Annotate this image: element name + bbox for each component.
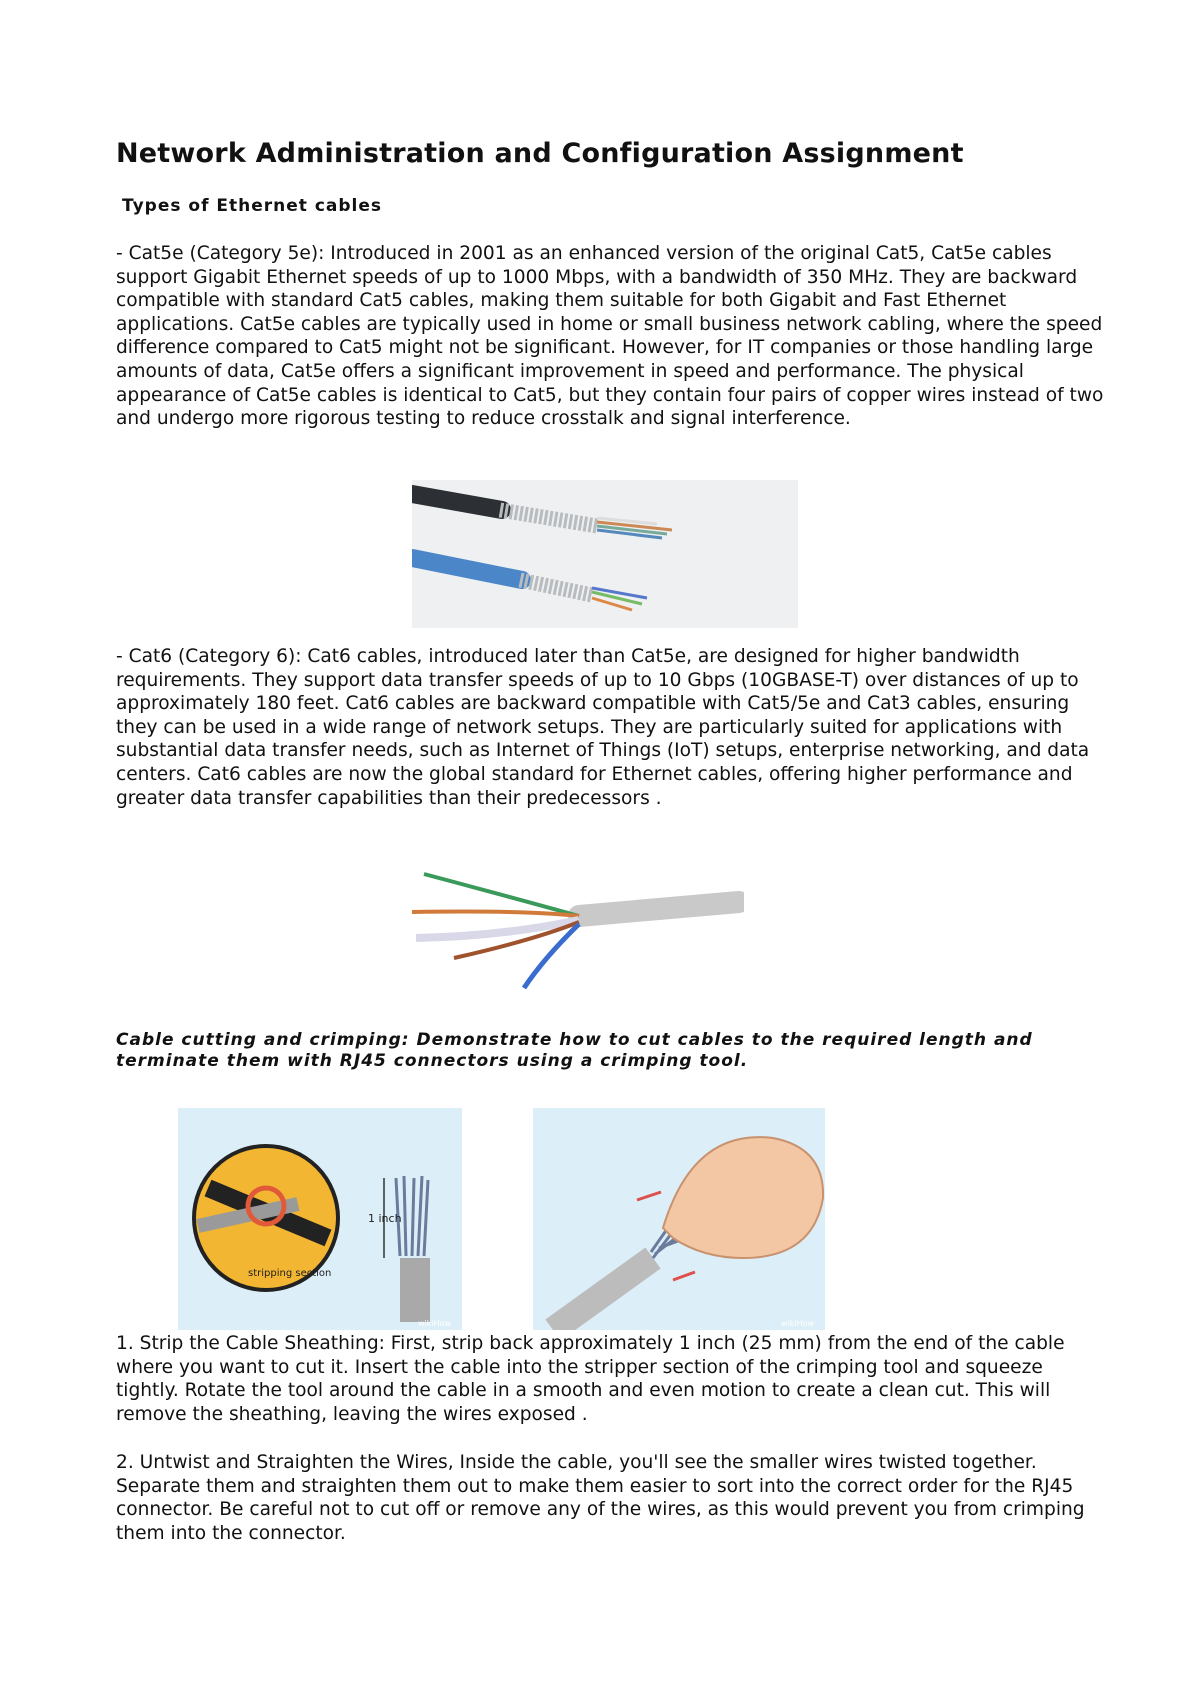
step-2-paragraph: 2. Untwist and Straighten the Wires, Inside the cable, you'll see the smaller wires twisted together. Separate them and straighten them out to make them easier to sort into the correct order for the RJ45 connector. Be careful not to cut off or remove any of the wires, as this would prevent you from crimping them into the connector. <box>116 1452 1085 1544</box>
stripping-section-label: stripping section <box>248 1268 332 1279</box>
document-title: Network Administration and Configuration Assignment <box>116 138 964 169</box>
cat5e-cable-image <box>412 480 798 628</box>
crimping-heading: Cable cutting and crimping: Demonstrate how to cut cables to the required length and terminate them with RJ45 connectors using a crimping tool. <box>116 1030 1033 1071</box>
cat5e-paragraph: - Cat5e (Category 5e): Introduced in 2001 as an enhanced version of the original Cat5, Cat5e cables support Gigabit Ethernet speeds of up to 1000 Mbps, with a bandwidth of 350 MHz. They are backward compatible with standard Cat5 cables, making them suitable for both Gigabit and Fast Ethernet applications. Cat5e cables are typically used in home or small business network cabling, where the speed difference compared to Cat5 might not be significant. However, for IT companies or those handling large amounts of data, Cat5e offers a significant improvement in speed and performance. The physical appearance of Cat5e cables is identical to Cat5, but they contain four pairs of copper wires instead of two and undergo more rigorous testing to reduce crosstalk and signal interference. <box>116 243 1104 430</box>
cat6-cable-image <box>404 868 744 1000</box>
section-heading: Types of Ethernet cables <box>122 196 383 216</box>
watermark-right: wikiHow <box>781 1319 815 1328</box>
watermark-left: wikiHow <box>418 1319 452 1328</box>
step-1-paragraph: 1. Strip the Cable Sheathing: First, strip back approximately 1 inch (25 mm) from the end of the cable where you want to cut it. Insert the cable into the stripper section of the crimping tool and squeeze tightly. Rotate the tool around the cable in a smooth and even motion to create a clean cut. This will remove the sheathing, leaving the wires exposed . <box>116 1333 1065 1425</box>
stripping-illustration <box>178 1108 462 1330</box>
one-inch-label: 1 inch <box>368 1212 402 1225</box>
cat6-paragraph: - Cat6 (Category 6): Cat6 cables, introduced later than Cat5e, are designed for higher bandwidth requirements. They support data transfer speeds of up to 10 Gbps (10GBASE-T) over distances of up to approximately 180 feet. Cat6 cables are backward compatible with Cat5/5e and Cat3 cables, ensuring they can be used in a wide range of network setups. They are particularly suited for applications with substantial data transfer needs, such as Internet of Things (IoT) setups, enterprise networking, and data centers. Cat6 cables are now the global standard for Ethernet cables, offering higher performance and greater data transfer capabilities than their predecessors . <box>116 646 1090 809</box>
untwisting-illustration <box>533 1108 825 1330</box>
